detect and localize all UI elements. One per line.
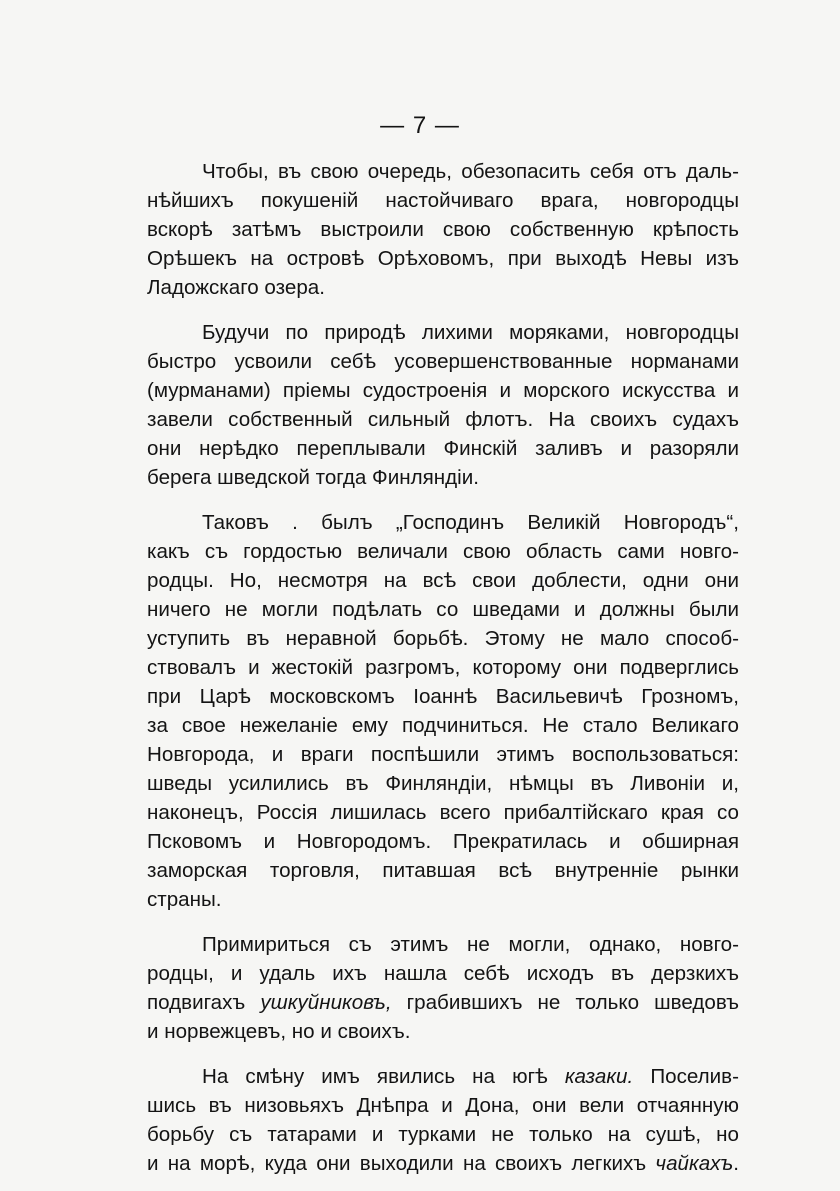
text-line: ствовалъ и жестокій разгромъ, которому они подверглись bbox=[147, 656, 739, 679]
page-number: — 7 — bbox=[380, 112, 460, 139]
text-line: Орѣшекъ на островѣ Орѣховомъ, при выходѣ Невы изъ bbox=[147, 247, 739, 270]
text-line: Примириться съ этимъ не могли, однако, новго- bbox=[202, 933, 739, 956]
text-line: они нерѣдко переплывали Финскій заливъ и разоряли bbox=[147, 437, 739, 460]
text-run: Поселив- bbox=[633, 1065, 739, 1088]
text-line: за своe нежеланіе ему подчиниться. Не стало Великаго bbox=[147, 714, 739, 737]
text-line: наконецъ, Россія лишилась всего прибалтійскаго края со bbox=[147, 801, 739, 824]
italic-term: ушкуйниковъ, bbox=[260, 991, 392, 1014]
text-line: Псковомъ и Новгородомъ. Прекратилась и обширная bbox=[147, 830, 739, 853]
text-line: вскорѣ затѣмъ выстроили свою собственную крѣпость bbox=[147, 218, 739, 241]
text-line: Будучи по природѣ лихими моряками, новгородцы bbox=[202, 321, 739, 344]
text-line: (мурманами) пріемы судостроенія и морского искусства и bbox=[147, 379, 739, 402]
italic-term: чайкахъ bbox=[655, 1152, 734, 1175]
text-line: завели собственный сильный флотъ. На своихъ судахъ bbox=[147, 408, 739, 431]
text-line: Новгорода, и враги поспѣшили этимъ воспользоваться: bbox=[147, 743, 739, 766]
text-line bbox=[147, 1062, 739, 1091]
text-line: шведы усилились въ Финляндіи, нѣмцы въ Ливоніи и, bbox=[147, 772, 739, 795]
text-line: какъ съ гордостью величали свою область сами новго- bbox=[147, 540, 739, 563]
text-line: быстро усвоили себѣ усовершенствованные норманами bbox=[147, 350, 739, 373]
text-line: уступить въ неравной борьбѣ. Этому не мало способ- bbox=[147, 627, 739, 650]
text-line: Таковъ . былъ „Господинъ Великій Новгородъ“, bbox=[202, 511, 739, 534]
text-line: борьбу съ татарами и турками не только на сушѣ, но bbox=[147, 1123, 739, 1146]
text-line: ничего не могли подѣлать со шведами и должны были bbox=[147, 598, 739, 621]
text-run: грабившихъ не только шведовъ bbox=[391, 991, 739, 1014]
text-run: . bbox=[733, 1152, 739, 1175]
text-run: подвигахъ bbox=[147, 991, 261, 1014]
text-line: нѣйшихъ покушеній настойчиваго врага, новгородцы bbox=[147, 189, 739, 212]
text-line: Чтобы, въ свою очередь, обезопасить себя отъ даль- bbox=[202, 160, 739, 183]
text-line: родцы. Но, несмотря на всѣ свои доблести, одни они bbox=[147, 569, 739, 592]
text-run: и на морѣ, куда они выходили на своихъ легкихъ bbox=[147, 1152, 656, 1175]
italic-term: казаки. bbox=[564, 1065, 634, 1088]
text-line: родцы, и удаль ихъ нашла себѣ исходъ въ дерзкихъ bbox=[147, 962, 739, 985]
paragraph-1 bbox=[147, 157, 739, 302]
text-run: На смѣну имъ явились на югѣ bbox=[202, 1065, 565, 1088]
paragraph-5 bbox=[147, 1062, 739, 1178]
text-line bbox=[147, 1149, 739, 1178]
paragraph-3 bbox=[147, 508, 739, 914]
paragraph-2 bbox=[147, 318, 739, 492]
text-line: Ладожскаго озера. bbox=[147, 276, 325, 299]
text-line: при Царѣ московскомъ Іоаннѣ Васильевичѣ Грозномъ, bbox=[147, 685, 739, 708]
text-line: заморская торговля, питавшая всѣ внутренніе рынки bbox=[147, 859, 739, 882]
text-line: шись въ низовьяхъ Днѣпра и Дона, они вели отчаянную bbox=[147, 1094, 739, 1117]
body-text bbox=[147, 157, 739, 1178]
text-line: и норвежцевъ, но и своихъ. bbox=[147, 1020, 411, 1043]
paragraph-4 bbox=[147, 930, 739, 1046]
text-line bbox=[147, 988, 739, 1017]
text-line: страны. bbox=[147, 888, 222, 911]
text-line: берега шведской тогда Финляндіи. bbox=[147, 466, 479, 489]
